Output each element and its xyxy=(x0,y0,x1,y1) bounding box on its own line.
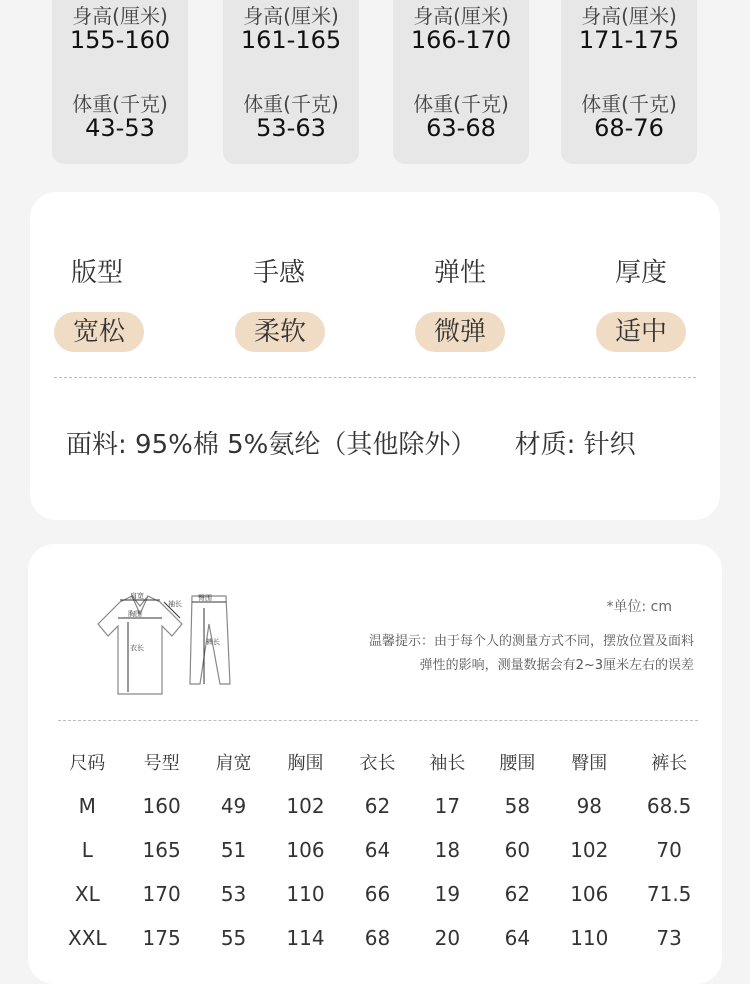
size-chart-panel xyxy=(28,544,722,984)
table-cell: 73 xyxy=(656,926,682,950)
size-table xyxy=(50,740,712,960)
divider xyxy=(58,720,698,721)
shoulder-diagram-label: 肩宽 xyxy=(130,592,144,600)
table-cell: 114 xyxy=(286,926,325,950)
weight-label: 体重(千克) xyxy=(413,92,509,116)
column-header: 臀围 xyxy=(571,753,608,774)
height-range: 171-175 xyxy=(578,26,680,54)
column-header: 衣长 xyxy=(359,753,396,774)
feel-label: 手感 xyxy=(252,258,305,288)
size-card-2 xyxy=(223,0,359,164)
table-cell: 51 xyxy=(220,838,247,862)
table-row xyxy=(50,872,712,916)
table-cell: 64 xyxy=(364,838,391,862)
table-cell: XL xyxy=(74,882,100,906)
weight-range: 68-76 xyxy=(594,114,664,142)
table-cell: 160 xyxy=(142,794,181,818)
tip-line-2: 弹性的影响，测量数据会有2~3厘米左右的误差 xyxy=(419,658,694,673)
table-cell: 102 xyxy=(570,838,609,862)
table-cell: 58 xyxy=(504,794,531,818)
texture-text: 材质: 针织 xyxy=(514,430,636,460)
height-label: 身高(厘米) xyxy=(243,4,339,28)
length-diagram-label: 衣长 xyxy=(130,644,144,652)
table-cell: M xyxy=(78,794,96,818)
table-cell: 175 xyxy=(142,926,181,950)
column-header: 胸围 xyxy=(287,753,324,774)
weight-label: 体重(千克) xyxy=(243,92,339,116)
table-cell: 106 xyxy=(570,882,609,906)
table-row xyxy=(50,828,712,872)
table-cell: 53 xyxy=(220,882,247,906)
fabric-info xyxy=(66,424,636,461)
sleeve-diagram-label: 袖长 xyxy=(168,600,182,608)
table-cell: 19 xyxy=(434,882,461,906)
weight-range: 63-68 xyxy=(426,114,496,142)
size-card-1 xyxy=(52,0,188,164)
column-header: 尺码 xyxy=(69,753,106,774)
table-cell: L xyxy=(81,838,93,862)
height-label: 身高(厘米) xyxy=(72,4,168,28)
tip-line-1: 温馨提示：由于每个人的测量方式不同，摆放位置及面料 xyxy=(368,634,694,649)
fit-label: 版型 xyxy=(70,258,123,288)
table-cell: 18 xyxy=(434,838,461,862)
column-header: 裤长 xyxy=(651,753,688,774)
table-cell: 110 xyxy=(286,882,325,906)
table-cell: XXL xyxy=(68,926,107,950)
table-cell: 55 xyxy=(220,926,247,950)
table-header-row xyxy=(50,740,712,784)
measurement-tip xyxy=(294,630,694,678)
table-cell: 62 xyxy=(504,882,531,906)
table-cell: 165 xyxy=(142,838,181,862)
column-header: 肩宽 xyxy=(215,753,252,774)
elasticity-label: 弹性 xyxy=(433,258,486,288)
table-cell: 17 xyxy=(434,794,461,818)
table-cell: 71.5 xyxy=(646,882,692,906)
chest-diagram-label: 胸围 xyxy=(128,610,142,618)
table-cell: 62 xyxy=(364,794,391,818)
table-cell: 106 xyxy=(286,838,325,862)
hip-diagram-label: 臀围 xyxy=(198,594,212,602)
unit-note: *单位: cm xyxy=(606,599,672,615)
table-row xyxy=(50,916,712,960)
material-text: 面料: 95%棉 5%氨纶（其他除外） xyxy=(66,430,477,460)
table-cell: 110 xyxy=(570,926,609,950)
table-cell: 60 xyxy=(504,838,531,862)
height-range: 155-160 xyxy=(69,26,171,54)
table-cell: 170 xyxy=(142,882,181,906)
thickness-label: 厚度 xyxy=(614,258,667,288)
height-label: 身高(厘米) xyxy=(413,4,509,28)
pants-length-diagram-label: 裤长 xyxy=(206,638,220,646)
column-header: 腰围 xyxy=(499,753,536,774)
table-cell: 66 xyxy=(364,882,391,906)
product-attributes-panel xyxy=(30,192,720,520)
height-range: 166-170 xyxy=(410,26,512,54)
size-card-4 xyxy=(561,0,697,164)
thickness-value-badge: 适中 xyxy=(596,312,686,352)
garment-measurement-diagram xyxy=(72,584,272,704)
table-cell: 64 xyxy=(504,926,531,950)
height-range: 161-165 xyxy=(240,26,342,54)
table-cell: 70 xyxy=(656,838,682,862)
table-cell: 68 xyxy=(364,926,391,950)
table-cell: 68.5 xyxy=(646,794,692,818)
table-cell: 20 xyxy=(434,926,461,950)
weight-label: 体重(千克) xyxy=(581,92,677,116)
height-label: 身高(厘米) xyxy=(581,4,677,28)
size-card-3 xyxy=(393,0,529,164)
table-cell: 98 xyxy=(576,794,603,818)
divider xyxy=(54,377,696,378)
table-cell: 49 xyxy=(220,794,247,818)
weight-range: 53-63 xyxy=(256,114,326,142)
fit-value-badge: 宽松 xyxy=(54,312,144,352)
table-row xyxy=(50,784,712,828)
weight-range: 43-53 xyxy=(85,114,155,142)
table-cell: 102 xyxy=(286,794,325,818)
feel-value-badge: 柔软 xyxy=(235,312,325,352)
weight-label: 体重(千克) xyxy=(72,92,168,116)
elasticity-value-badge: 微弹 xyxy=(415,312,505,352)
column-header: 袖长 xyxy=(429,753,466,774)
column-header: 号型 xyxy=(143,753,180,774)
